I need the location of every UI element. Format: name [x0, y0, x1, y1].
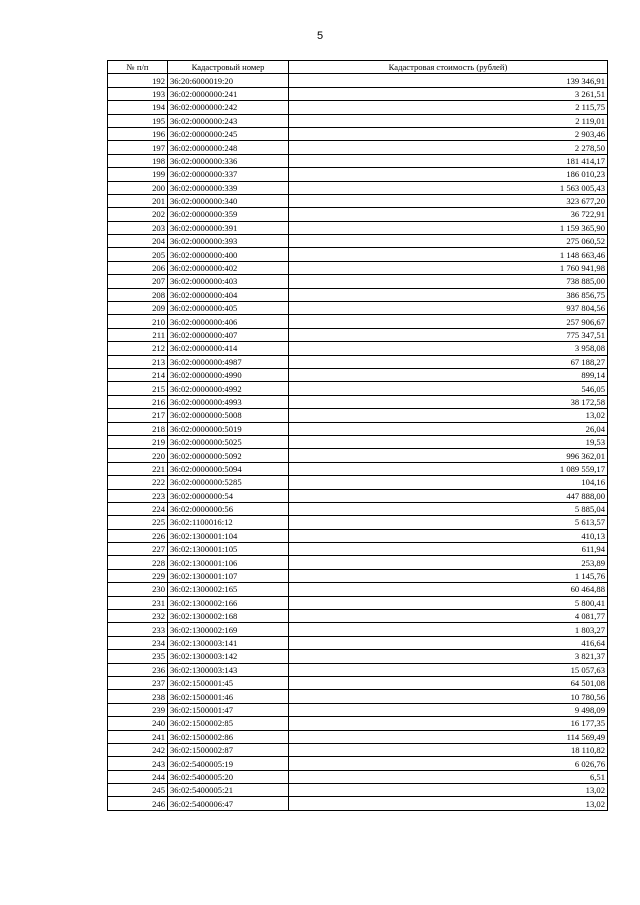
cadastral-value-cell: 447 888,00 [289, 489, 608, 502]
row-number-cell: 213 [108, 355, 168, 368]
row-number-cell: 205 [108, 248, 168, 261]
row-number-cell: 226 [108, 529, 168, 542]
row-number-cell: 236 [108, 663, 168, 676]
cadastral-number-cell: 36:02:1500002:86 [168, 730, 289, 743]
row-number-cell: 208 [108, 288, 168, 301]
cadastral-value-cell: 386 856,75 [289, 288, 608, 301]
row-number-cell: 195 [108, 114, 168, 127]
row-number-cell: 220 [108, 449, 168, 462]
cadastral-number-cell: 36:02:5400005:20 [168, 770, 289, 783]
cadastral-value-cell: 937 804,56 [289, 302, 608, 315]
table-row [108, 422, 608, 435]
cadastral-number-cell: 36:02:0000000:340 [168, 194, 289, 207]
table-row [108, 368, 608, 381]
cadastral-number-cell: 36:02:1300001:106 [168, 556, 289, 569]
table-row [108, 315, 608, 328]
table-row [108, 676, 608, 689]
page-number: 5 [316, 30, 324, 42]
row-number-cell: 192 [108, 74, 168, 87]
table-row [108, 730, 608, 743]
cadastral-number-cell: 36:02:0000000:400 [168, 248, 289, 261]
cadastral-value-cell: 60 464,88 [289, 583, 608, 596]
cadastral-number-cell: 36:02:1300002:166 [168, 596, 289, 609]
cadastral-value-cell: 5 800,41 [289, 596, 608, 609]
cadastral-value-cell: 546,05 [289, 382, 608, 395]
row-number-cell: 224 [108, 502, 168, 515]
row-number-cell: 203 [108, 221, 168, 234]
row-number-cell: 238 [108, 690, 168, 703]
cadastral-value-cell: 3 261,51 [289, 87, 608, 100]
table-row [108, 181, 608, 194]
cadastral-value-cell: 1 148 663,46 [289, 248, 608, 261]
cadastral-value-cell: 4 081,77 [289, 610, 608, 623]
cadastral-number-cell: 36:02:0000000:5019 [168, 422, 289, 435]
row-number-cell: 219 [108, 435, 168, 448]
cadastral-value-cell: 13,02 [289, 409, 608, 422]
cadastral-number-cell: 36:02:0000000:4993 [168, 395, 289, 408]
table-row [108, 743, 608, 756]
cadastral-number-cell: 36:02:1300001:107 [168, 569, 289, 582]
table-row [108, 449, 608, 462]
table-row [108, 168, 608, 181]
cadastral-value-cell: 775 347,51 [289, 328, 608, 341]
cadastral-value-cell: 15 057,63 [289, 663, 608, 676]
table-row [108, 221, 608, 234]
row-number-cell: 215 [108, 382, 168, 395]
cadastral-value-cell: 2 278,50 [289, 141, 608, 154]
cadastral-number-cell: 36:02:0000000:5285 [168, 476, 289, 489]
table-row [108, 235, 608, 248]
row-number-cell: 241 [108, 730, 168, 743]
table-row [108, 275, 608, 288]
cadastral-number-cell: 36:02:0000000:393 [168, 235, 289, 248]
table-row [108, 717, 608, 730]
cadastral-value-cell: 1 760 941,98 [289, 261, 608, 274]
cadastral-value-cell: 996 362,01 [289, 449, 608, 462]
row-number-cell: 209 [108, 302, 168, 315]
cadastral-number-cell: 36:02:5400005:19 [168, 757, 289, 770]
table-row [108, 87, 608, 100]
row-number-cell: 211 [108, 328, 168, 341]
cadastral-value-cell: 611,94 [289, 543, 608, 556]
row-number-cell: 240 [108, 717, 168, 730]
row-number-cell: 245 [108, 784, 168, 797]
cadastral-number-cell: 36:02:1500001:46 [168, 690, 289, 703]
table-row [108, 355, 608, 368]
cadastral-value-cell: 36 722,91 [289, 208, 608, 221]
row-number-cell: 239 [108, 703, 168, 716]
table-row [108, 690, 608, 703]
table-row [108, 703, 608, 716]
cadastral-value-cell: 1 563 005,43 [289, 181, 608, 194]
cadastral-number-cell: 36:02:0000000:5008 [168, 409, 289, 422]
cadastral-number-cell: 36:02:0000000:5092 [168, 449, 289, 462]
cadastral-value-cell: 5 613,57 [289, 516, 608, 529]
table-row [108, 516, 608, 529]
table-row [108, 154, 608, 167]
cadastral-value-cell: 26,04 [289, 422, 608, 435]
table-row [108, 784, 608, 797]
cadastral-number-cell: 36:02:0000000:243 [168, 114, 289, 127]
row-number-cell: 222 [108, 476, 168, 489]
cadastral-number-cell: 36:02:1300003:141 [168, 636, 289, 649]
cadastral-number-cell: 36:02:0000000:405 [168, 302, 289, 315]
table-row [108, 650, 608, 663]
table-row [108, 435, 608, 448]
cadastral-value-cell: 3 821,37 [289, 650, 608, 663]
row-number-cell: 237 [108, 676, 168, 689]
cadastral-value-cell: 275 060,52 [289, 235, 608, 248]
cadastral-number-cell: 36:02:0000000:336 [168, 154, 289, 167]
row-number-cell: 223 [108, 489, 168, 502]
row-number-cell: 207 [108, 275, 168, 288]
table-row [108, 74, 608, 87]
row-number-cell: 210 [108, 315, 168, 328]
table-row [108, 248, 608, 261]
cadastral-number-cell: 36:02:0000000:4987 [168, 355, 289, 368]
cadastral-number-cell: 36:02:0000000:4990 [168, 368, 289, 381]
cadastral-value-cell: 2 903,46 [289, 127, 608, 140]
row-number-cell: 201 [108, 194, 168, 207]
table-row [108, 462, 608, 475]
table-row [108, 395, 608, 408]
row-number-cell: 193 [108, 87, 168, 100]
cadastral-number-cell: 36:02:0000000:414 [168, 342, 289, 355]
cadastral-number-cell: 36:02:1500002:85 [168, 717, 289, 730]
cadastral-number-cell: 36:02:0000000:407 [168, 328, 289, 341]
cadastral-value-cell: 114 569,49 [289, 730, 608, 743]
table-row [108, 409, 608, 422]
cadastral-value-cell: 9 498,09 [289, 703, 608, 716]
cadastral-number-cell: 36:02:1300001:104 [168, 529, 289, 542]
cadastral-value-cell: 1 159 365,90 [289, 221, 608, 234]
cadastral-number-cell: 36:02:1500001:45 [168, 676, 289, 689]
cadastral-value-cell: 2 119,01 [289, 114, 608, 127]
cadastral-number-cell: 36:02:0000000:56 [168, 502, 289, 515]
table-row [108, 342, 608, 355]
cadastral-number-cell: 36:02:0000000:391 [168, 221, 289, 234]
cadastral-value-cell: 13,02 [289, 797, 608, 810]
table-row [108, 194, 608, 207]
row-number-cell: 194 [108, 101, 168, 114]
table-row [108, 476, 608, 489]
cadastral-value-cell: 19,53 [289, 435, 608, 448]
cadastral-value-cell: 186 010,23 [289, 168, 608, 181]
row-number-cell: 230 [108, 583, 168, 596]
row-number-cell: 243 [108, 757, 168, 770]
header-cadastral-value: Кадастровая стоимость (рублей) [289, 61, 608, 74]
table-header-row [108, 61, 608, 74]
cadastral-value-cell: 1 089 559,17 [289, 462, 608, 475]
table-row [108, 127, 608, 140]
row-number-cell: 218 [108, 422, 168, 435]
cadastral-number-cell: 36:02:1300002:169 [168, 623, 289, 636]
row-number-cell: 246 [108, 797, 168, 810]
cadastral-number-cell: 36:02:0000000:4992 [168, 382, 289, 395]
cadastral-value-cell: 13,02 [289, 784, 608, 797]
cadastral-value-cell: 104,16 [289, 476, 608, 489]
cadastral-number-cell: 36:02:0000000:54 [168, 489, 289, 502]
table-row [108, 610, 608, 623]
cadastral-value-cell: 10 780,56 [289, 690, 608, 703]
cadastral-number-cell: 36:02:1100016:12 [168, 516, 289, 529]
cadastral-value-cell: 64 501,08 [289, 676, 608, 689]
table-row [108, 596, 608, 609]
cadastral-number-cell: 36:02:1300003:143 [168, 663, 289, 676]
cadastral-number-cell: 36:02:0000000:337 [168, 168, 289, 181]
row-number-cell: 242 [108, 743, 168, 756]
cadastral-number-cell: 36:02:1500001:47 [168, 703, 289, 716]
table-row [108, 288, 608, 301]
cadastral-number-cell: 36:02:0000000:402 [168, 261, 289, 274]
table-row [108, 770, 608, 783]
cadastral-number-cell: 36:02:5400006:47 [168, 797, 289, 810]
cadastral-value-cell: 3 958,08 [289, 342, 608, 355]
table-row [108, 208, 608, 221]
cadastral-value-cell: 738 885,00 [289, 275, 608, 288]
table-row [108, 556, 608, 569]
header-cadastral-number: Кадастровый номер [168, 61, 289, 74]
table-row [108, 797, 608, 810]
table-row [108, 502, 608, 515]
table-row [108, 636, 608, 649]
cadastral-value-cell: 253,89 [289, 556, 608, 569]
table-row [108, 623, 608, 636]
cadastral-number-cell: 36:02:1500002:87 [168, 743, 289, 756]
table-row [108, 114, 608, 127]
row-number-cell: 199 [108, 168, 168, 181]
cadastral-number-cell: 36:02:0000000:359 [168, 208, 289, 221]
table-row [108, 141, 608, 154]
cadastral-value-cell: 6 026,76 [289, 757, 608, 770]
cadastral-value-cell: 5 885,04 [289, 502, 608, 515]
cadastral-number-cell: 36:02:1300002:165 [168, 583, 289, 596]
cadastral-number-cell: 36:02:5400005:21 [168, 784, 289, 797]
header-row-number: № п/п [108, 61, 168, 74]
cadastral-number-cell: 36:02:1300001:105 [168, 543, 289, 556]
row-number-cell: 217 [108, 409, 168, 422]
cadastral-value-cell: 18 110,82 [289, 743, 608, 756]
cadastral-value-cell: 6,51 [289, 770, 608, 783]
cadastral-number-cell: 36:02:0000000:406 [168, 315, 289, 328]
row-number-cell: 233 [108, 623, 168, 636]
row-number-cell: 231 [108, 596, 168, 609]
cadastral-value-cell: 1 145,76 [289, 569, 608, 582]
table-row [108, 382, 608, 395]
row-number-cell: 200 [108, 181, 168, 194]
cadastral-value-cell: 16 177,35 [289, 717, 608, 730]
table-row [108, 663, 608, 676]
cadastral-number-cell: 36:02:0000000:242 [168, 101, 289, 114]
table-row [108, 261, 608, 274]
cadastral-number-cell: 36:02:0000000:245 [168, 127, 289, 140]
row-number-cell: 214 [108, 368, 168, 381]
row-number-cell: 234 [108, 636, 168, 649]
cadastral-number-cell: 36:02:1300003:142 [168, 650, 289, 663]
row-number-cell: 227 [108, 543, 168, 556]
cadastral-value-cell: 181 414,17 [289, 154, 608, 167]
table-row [108, 302, 608, 315]
row-number-cell: 196 [108, 127, 168, 140]
cadastral-value-table [107, 60, 608, 811]
cadastral-value-cell: 257 906,67 [289, 315, 608, 328]
row-number-cell: 229 [108, 569, 168, 582]
table-row [108, 529, 608, 542]
cadastral-value-cell: 899,14 [289, 368, 608, 381]
row-number-cell: 235 [108, 650, 168, 663]
row-number-cell: 244 [108, 770, 168, 783]
cadastral-value-cell: 1 803,27 [289, 623, 608, 636]
row-number-cell: 232 [108, 610, 168, 623]
table-body [108, 74, 608, 810]
row-number-cell: 206 [108, 261, 168, 274]
row-number-cell: 212 [108, 342, 168, 355]
cadastral-value-cell: 323 677,20 [289, 194, 608, 207]
cadastral-number-cell: 36:02:0000000:5094 [168, 462, 289, 475]
cadastral-number-cell: 36:02:1300002:168 [168, 610, 289, 623]
cadastral-value-cell: 410,13 [289, 529, 608, 542]
row-number-cell: 216 [108, 395, 168, 408]
cadastral-number-cell: 36:02:0000000:404 [168, 288, 289, 301]
row-number-cell: 221 [108, 462, 168, 475]
row-number-cell: 225 [108, 516, 168, 529]
row-number-cell: 198 [108, 154, 168, 167]
row-number-cell: 197 [108, 141, 168, 154]
cadastral-value-cell: 67 188,27 [289, 355, 608, 368]
table-row [108, 569, 608, 582]
cadastral-value-cell: 38 172,58 [289, 395, 608, 408]
table-row [108, 101, 608, 114]
row-number-cell: 204 [108, 235, 168, 248]
table-row [108, 543, 608, 556]
row-number-cell: 202 [108, 208, 168, 221]
table-row [108, 489, 608, 502]
row-number-cell: 228 [108, 556, 168, 569]
cadastral-value-cell: 416,64 [289, 636, 608, 649]
cadastral-value-cell: 139 346,91 [289, 74, 608, 87]
cadastral-value-cell: 2 115,75 [289, 101, 608, 114]
cadastral-number-cell: 36:20:6000019:20 [168, 74, 289, 87]
cadastral-number-cell: 36:02:0000000:241 [168, 87, 289, 100]
table-row [108, 328, 608, 341]
cadastral-number-cell: 36:02:0000000:248 [168, 141, 289, 154]
cadastral-number-cell: 36:02:0000000:5025 [168, 435, 289, 448]
cadastral-number-cell: 36:02:0000000:403 [168, 275, 289, 288]
table-row [108, 583, 608, 596]
table-row [108, 757, 608, 770]
cadastral-number-cell: 36:02:0000000:339 [168, 181, 289, 194]
